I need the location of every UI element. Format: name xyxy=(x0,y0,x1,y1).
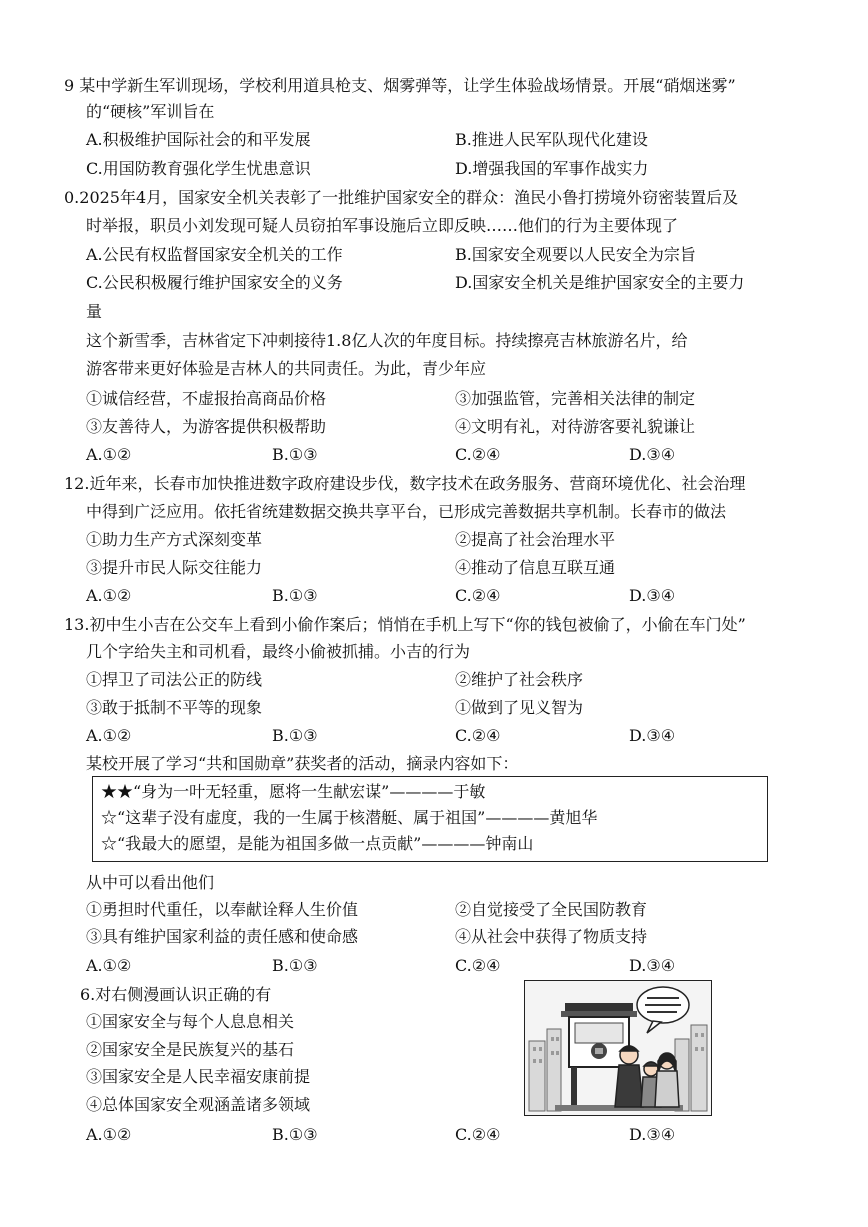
q12-option-d: D.③④ xyxy=(629,586,676,605)
quote-zhong-nanshan: ☆“我最大的愿望，是能为祖国多做一点贡献”————钟南山 xyxy=(101,834,534,853)
q14-item-3: ③具有维护国家利益的责任感和使命感 xyxy=(86,927,359,946)
q15-item-3: ③国家安全是人民幸福安康前提 xyxy=(86,1067,311,1086)
cartoon-drawing xyxy=(525,981,711,1115)
q15-item-4: ④总体国家安全观涵盖诸多领域 xyxy=(86,1095,311,1114)
national-security-cartoon xyxy=(524,980,712,1116)
q15-item-2: ②国家安全是民族复兴的基石 xyxy=(86,1040,295,1059)
q13-item-2: ②维护了社会秩序 xyxy=(455,670,584,689)
q12-stem-line1: 12.近年来，长春市加快推进数字政府建设步伐，数字技术在政务服务、营商环境优化、社会治理 xyxy=(64,474,746,493)
quote-yu-min: ★★“身为一叶无轻重，愿将一生献宏谋”————于敏 xyxy=(101,782,486,801)
q9-stem-line1: 9 某中学新生军训现场，学校利用道具枪支、烟雾弹等，让学生体验战场情景。开展“硝烟迷雾” xyxy=(64,76,736,95)
q9-option-a: A.积极维护国际社会的和平发展 xyxy=(86,130,311,149)
q15-option-b: B.①③ xyxy=(272,1125,318,1144)
q11-item-2: ③加强监管，完善相关法律的制定 xyxy=(455,389,696,408)
q15-option-a: A.①② xyxy=(86,1125,132,1144)
q12-stem-line2: 中得到广泛应用。依托省统建数据交换共享平台，已形成完善数据共享机制。长春市的做法 xyxy=(86,502,727,521)
quote-box xyxy=(92,776,768,862)
q15-option-d: D.③④ xyxy=(629,1125,676,1144)
q10-stem-line1: 0.2025年4月，国家安全机关表彰了一批维护国家安全的群众：渔民小鲁打捞境外窃密装置后及 xyxy=(64,188,739,207)
q14-item-1: ①勇担时代重任，以奉献诠释人生价值 xyxy=(86,900,359,919)
q10-option-d-cont: 量 xyxy=(86,302,103,321)
q11-item-1: ①诚信经营，不虚报抬高商品价格 xyxy=(86,389,327,408)
q11-stem-line2: 游客带来更好体验是吉林人的共同责任。为此，青少年应 xyxy=(86,359,487,378)
q10-option-a: A.公民有权监督国家安全机关的工作 xyxy=(86,245,343,264)
q11-item-3: ③友善待人，为游客提供积极帮助 xyxy=(86,417,327,436)
q13-option-a: A.①② xyxy=(86,726,132,745)
q12-option-b: B.①③ xyxy=(272,586,318,605)
q10-option-b: B.国家安全观要以人民安全为宗旨 xyxy=(455,245,696,264)
q10-option-c: C.公民积极履行维护国家安全的义务 xyxy=(86,273,343,292)
q13-item-1: ①捍卫了司法公正的防线 xyxy=(86,670,263,689)
q11-option-a: A.①② xyxy=(86,445,132,464)
q14-option-a: A.①② xyxy=(86,956,132,975)
q11-stem-line1: 这个新雪季，吉林省定下冲刺接待1.8亿人次的年度目标。持续擦亮吉林旅游名片，给 xyxy=(86,331,688,350)
q15-item-1: ①国家安全与每个人息息相关 xyxy=(86,1012,295,1031)
q11-option-b: B.①③ xyxy=(272,445,318,464)
q14-option-b: B.①③ xyxy=(272,956,318,975)
q13-stem-line1: 13.初中生小吉在公交车上看到小偷作案后；悄悄在手机上写下“你的钱包被偷了，小偷在车门处” xyxy=(64,615,746,634)
q13-item-3: ③敢于抵制不平等的现象 xyxy=(86,698,263,717)
q9-option-b: B.推进人民军队现代化建设 xyxy=(455,130,648,149)
q15-stem: 6.对右侧漫画认识正确的有 xyxy=(80,985,272,1004)
q12-option-c: C.②④ xyxy=(455,586,501,605)
q12-item-1: ①助力生产方式深刻变革 xyxy=(86,530,263,549)
q13-stem-line2: 几个字给失主和司机看，最终小偷被抓捕。小吉的行为 xyxy=(86,642,471,661)
q13-option-d: D.③④ xyxy=(629,726,676,745)
q14-option-d: D.③④ xyxy=(629,956,676,975)
q9-option-c: C.用国防教育强化学生忧患意识 xyxy=(86,159,311,178)
q15-option-c: C.②④ xyxy=(455,1125,501,1144)
q12-option-a: A.①② xyxy=(86,586,132,605)
q11-option-c: C.②④ xyxy=(455,445,501,464)
q14-item-2: ②自觉接受了全民国防教育 xyxy=(455,900,648,919)
q9-stem-line2: 的“硬核”军训旨在 xyxy=(86,102,215,121)
q11-item-4: ④文明有礼，对待游客要礼貌谦让 xyxy=(455,417,696,436)
q13-item-4: ①做到了见义智为 xyxy=(455,698,584,717)
q10-stem-line2: 时举报，职员小刘发现可疑人员窃拍军事设施后立即反映……他们的行为主要体现了 xyxy=(86,216,679,235)
q14-option-c: C.②④ xyxy=(455,956,501,975)
q12-item-3: ③提升市民人际交往能力 xyxy=(86,558,263,577)
q14-stem-line2: 从中可以看出他们 xyxy=(86,873,215,892)
q11-option-d: D.③④ xyxy=(629,445,676,464)
q9-option-d: D.增强我国的军事作战实力 xyxy=(455,159,649,178)
q12-item-4: ④推动了信息互联互通 xyxy=(455,558,616,577)
q14-item-4: ④从社会中获得了物质支持 xyxy=(455,927,648,946)
quote-huang-xuhua: ☆“这辈子没有虚度，我的一生属于核潜艇、属于祖国”————黄旭华 xyxy=(101,808,598,827)
q13-option-c: C.②④ xyxy=(455,726,501,745)
q12-item-2: ②提高了社会治理水平 xyxy=(455,530,616,549)
q13-option-b: B.①③ xyxy=(272,726,318,745)
q14-stem-line1: 某校开展了学习“共和国勋章”获奖者的活动，摘录内容如下： xyxy=(86,754,519,773)
q10-option-d: D.国家安全机关是维护国家安全的主要力 xyxy=(455,273,745,292)
